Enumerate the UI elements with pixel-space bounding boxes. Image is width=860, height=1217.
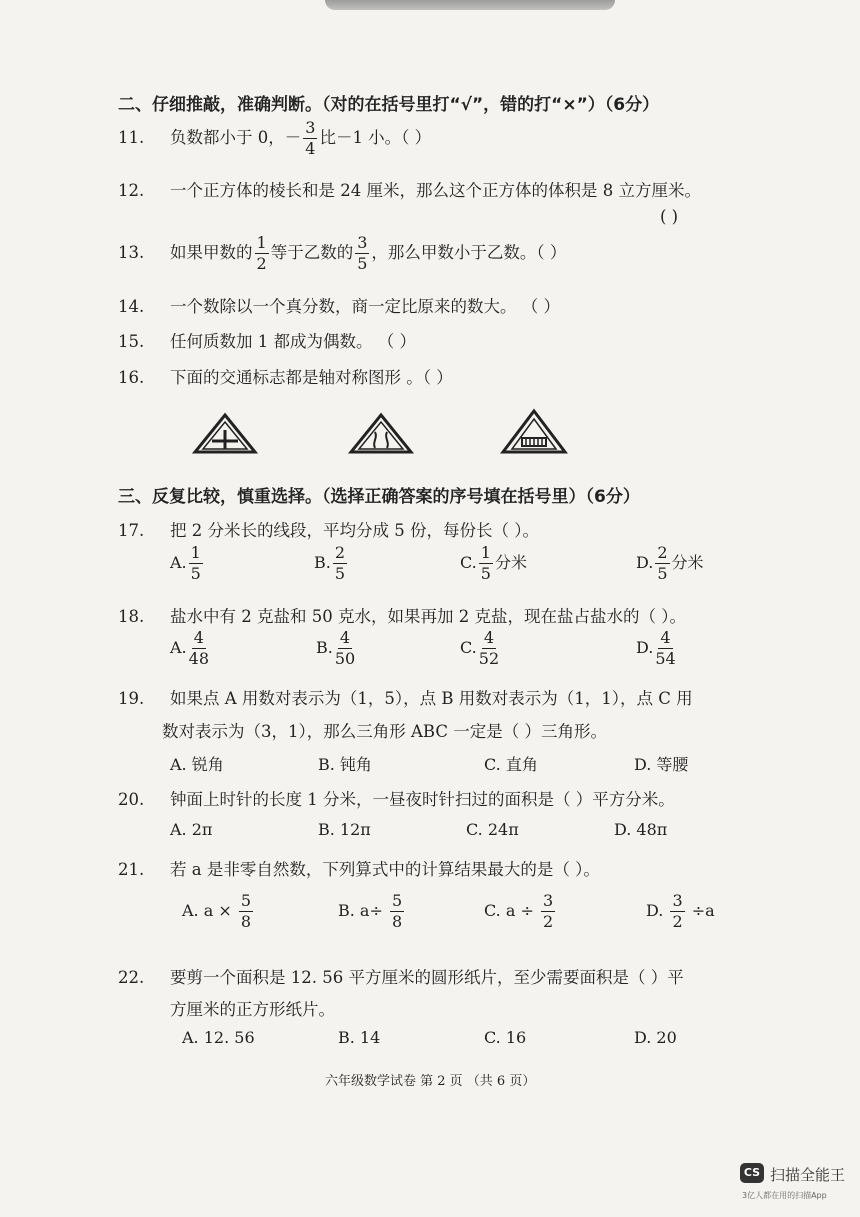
option-17-a[interactable]: A. $\frac{1}{5}$ (170, 543, 201, 583)
question-22-line-2: 方厘米的正方形纸片。 (170, 1000, 335, 1019)
question-12: 12. 一个正方体的棱长和是 24 厘米，那么这个正方体的体积是 8 立方厘米。 (118, 181, 701, 200)
scan-edge-shadow (325, 0, 615, 10)
option-21-d[interactable]: D. $\frac{3}{2}$ ÷a (646, 891, 715, 931)
option-20-c[interactable]: C. 24π (466, 820, 519, 839)
option-21-c[interactable]: C. a ÷ $\frac{3}{2}$ (484, 891, 554, 931)
question-number: 21. (118, 860, 145, 879)
traffic-sign-railway-icon (500, 408, 568, 454)
question-19-line-2: 数对表示为（3，1），那么三角形 ABC 一定是（ ）三角形。 (162, 722, 607, 741)
option-17-c[interactable]: C. $\frac{1}{5}$ 分米 (460, 543, 527, 583)
question-number: 13. (118, 243, 145, 262)
question-21: 21. 若 a 是非零自然数，下列算式中的计算结果最大的是（ ）。 (118, 860, 600, 879)
traffic-sign-winding-road-icon (348, 412, 414, 454)
fraction: $\frac{1}{2}$ (256, 233, 267, 273)
question-number: 18. (118, 607, 145, 626)
camscanner-logo-icon: CS (740, 1163, 764, 1183)
option-19-b[interactable]: B. 钝角 (318, 755, 372, 774)
question-15: 15. 任何质数加 1 都成为偶数。 （ ） (118, 332, 416, 351)
question-number: 14. (118, 297, 145, 316)
fraction: $\frac{3}{5}$ (357, 233, 368, 273)
watermark-subtitle: 3亿人都在用的扫描App (742, 1191, 827, 1200)
question-16: 16. 下面的交通标志都是轴对称图形 。（ ） (118, 368, 453, 387)
option-18-c[interactable]: C. $\frac{4}{52}$ (460, 628, 500, 668)
option-19-a[interactable]: A. 锐角 (170, 755, 224, 774)
option-18-d[interactable]: D. $\frac{4}{54}$ (636, 628, 676, 668)
option-20-d[interactable]: D. 48π (614, 820, 668, 839)
option-22-a[interactable]: A. 12. 56 (182, 1028, 255, 1047)
question-number: 19. (118, 689, 145, 708)
question-22: 22. 要剪一个面积是 12. 56 平方厘米的圆形纸片，至少需要面积是（ ）平 (118, 968, 684, 987)
option-18-b[interactable]: B. $\frac{4}{50}$ (316, 628, 356, 668)
option-21-b[interactable]: B. a÷ $\frac{5}{8}$ (338, 891, 403, 931)
question-14: 14. 一个数除以一个真分数，商一定比原来的数大。 （ ） (118, 297, 560, 316)
fraction: $\frac{3}{4}$ (305, 118, 316, 158)
section-2-heading: 二、仔细推敲，准确判断。（对的在括号里打“√”，错的打“×”）（6分） (118, 95, 660, 115)
option-19-d[interactable]: D. 等腰 (634, 755, 689, 774)
question-19: 19. 如果点 A 用数对表示为（1，5），点 B 用数对表示为（1，1），点 C 用 (118, 689, 693, 708)
option-18-a[interactable]: A. $\frac{4}{48}$ (170, 628, 209, 668)
question-number: 11. (118, 128, 145, 147)
page-footer: 六年级数学试卷 第 2 页 （共 6 页） (325, 1074, 536, 1089)
option-17-b[interactable]: B. $\frac{2}{5}$ (314, 543, 346, 583)
question-number: 15. (118, 332, 145, 351)
option-22-b[interactable]: B. 14 (338, 1028, 381, 1047)
watermark-name: 扫描全能王 (770, 1166, 846, 1184)
question-17: 17. 把 2 分米长的线段，平均分成 5 份，每份长（ ）。 (118, 521, 539, 540)
option-20-b[interactable]: B. 12π (318, 820, 371, 839)
option-20-a[interactable]: A. 2π (170, 820, 213, 839)
question-number: 20. (118, 790, 145, 809)
traffic-sign-crossroad-icon (192, 412, 258, 454)
option-22-d[interactable]: D. 20 (634, 1028, 677, 1047)
option-21-a[interactable]: A. a × $\frac{5}{8}$ (182, 891, 252, 931)
option-19-c[interactable]: C. 直角 (484, 755, 538, 774)
section-3-heading: 三、反复比较，慎重选择。（选择正确答案的序号填在括号里）（6分） (118, 487, 640, 507)
question-13: 13. 如果甲数的 $\frac{1}{2}$ 等于乙数的 $\frac{3}{5}$ ，那么甲数小于乙数。（ ） (118, 233, 567, 273)
option-22-c[interactable]: C. 16 (484, 1028, 527, 1047)
answer-bracket-12[interactable]: ( ) (660, 207, 679, 226)
question-11: 11. 负数都小于 0，－ $\frac{3}{4}$ 比－1 小。（ ） (118, 118, 432, 158)
question-number: 17. (118, 521, 145, 540)
question-number: 16. (118, 368, 145, 387)
question-number: 22. (118, 968, 145, 987)
question-20: 20. 钟面上时针的长度 1 分米，一昼夜时针扫过的面积是（ ）平方分米。 (118, 790, 675, 809)
question-number: 12. (118, 181, 145, 200)
option-17-d[interactable]: D. $\frac{2}{5}$ 分米 (636, 543, 704, 583)
question-18: 18. 盐水中有 2 克盐和 50 克水，如果再加 2 克盐，现在盐占盐水的（ ）。 (118, 607, 686, 626)
